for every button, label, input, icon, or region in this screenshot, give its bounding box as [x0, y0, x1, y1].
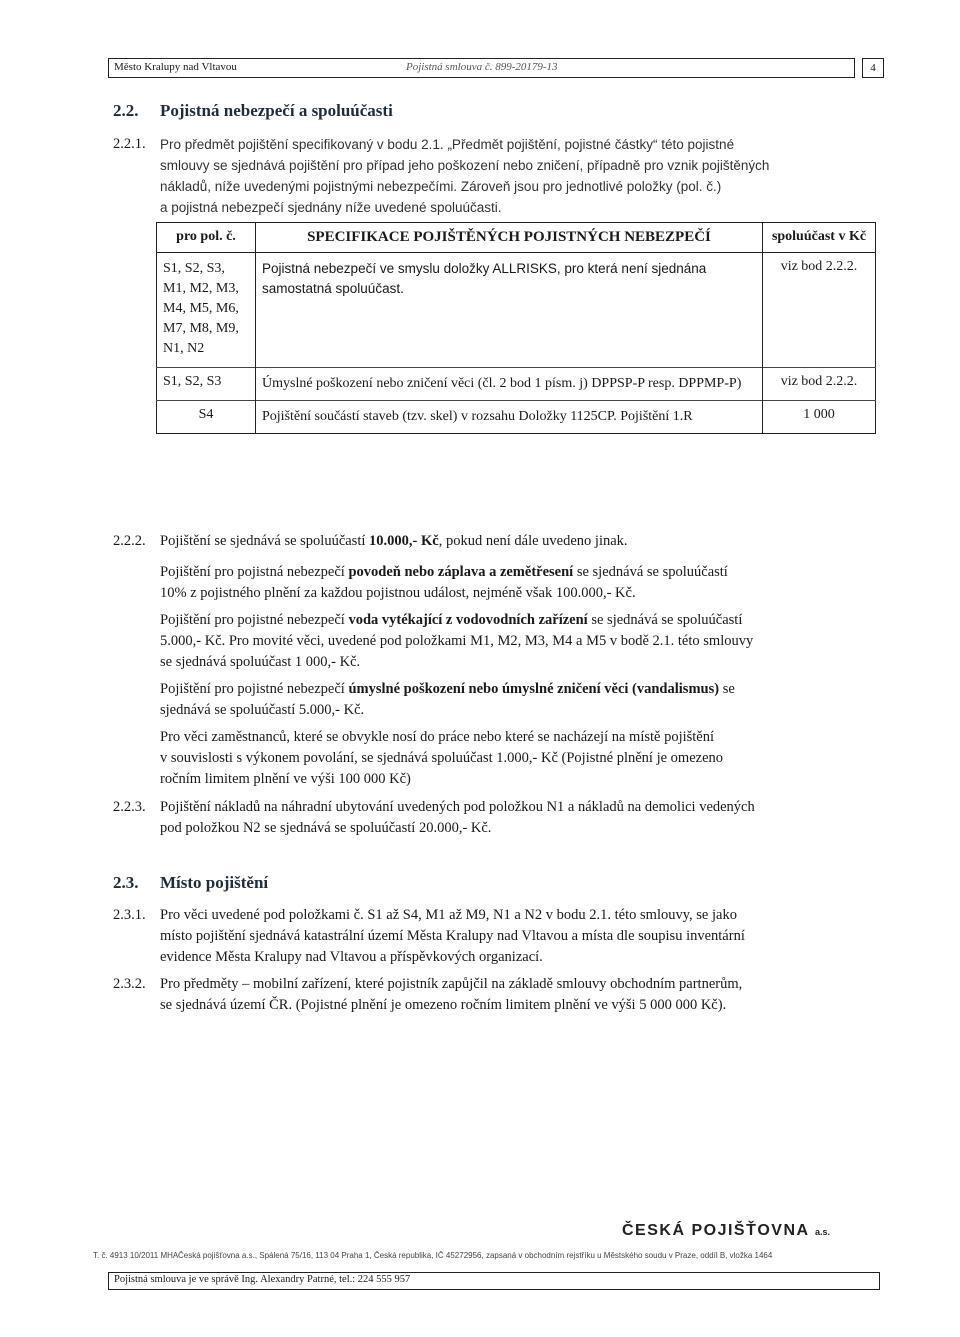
paragraph-text: Pro předmět pojištění specifikovaný v bodu 2.1. „Předmět pojištění, pojistné částky“ této pojistné	[160, 137, 735, 152]
table-cell-deductible: 1 000	[763, 401, 876, 434]
table-cell-items: S4	[157, 401, 256, 434]
section-title: Pojistná nebezpečí a spoluúčasti	[160, 101, 393, 120]
paragraph-text: 5.000,- Kč. Pro movité věci, uvedené pod položkami M1, M2, M3, M4 a M5 v bodě 2.1. této smlouvy	[160, 633, 754, 649]
table-cell-spec: Pojištění součástí staveb (tzv. skel) v rozsahu Doložky 1125CP. Pojištění 1.R	[256, 401, 763, 434]
table-cell-spec: Úmyslné poškození nebo zničení věci (čl. 2 bod 1 písm. j) DPPSP-P resp. DPPMP-P)	[256, 368, 763, 401]
paragraph-number: 2.3.2.	[113, 976, 146, 992]
paragraph-text: místo pojištění sjednává katastrální území Města Kralupy nad Vltavou a místa dle soupisu inventární	[160, 928, 745, 944]
paragraph-text: nákladů, níže uvedenými pojistnými nebezpečími. Zároveň jsou pro jednotlivé položky (pol. č.)	[160, 179, 722, 194]
paragraph-text: ročním limitem plnění ve výši 100 000 Kč)	[160, 771, 411, 787]
table-row	[157, 368, 876, 401]
section-number: 2.3.	[113, 873, 139, 892]
page-number: 4	[862, 58, 884, 78]
paragraph-text: evidence Města Kralupy nad Vltavou a příspěvkových organizací.	[160, 949, 543, 965]
paragraph-number: 2.2.3.	[113, 799, 146, 815]
table-row	[157, 401, 876, 434]
table-cell-spec: Pojistná nebezpečí ve smyslu doložky ALLRISKS, pro která není sjednána samostatná spoluúčast.	[262, 261, 707, 296]
paragraph-text: smlouvy se sjednává pojištění pro případ jeho poškození nebo zničení, případně pro vznik pojištěných	[160, 158, 770, 173]
header-contract: Pojistná smlouva č. 899-20179-13	[406, 61, 558, 73]
paragraph-text: sjednává se spoluúčastí 5.000,- Kč.	[160, 702, 365, 718]
paragraph-text: pod položkou N2 se sjednává se spoluúčastí 20.000,- Kč.	[160, 820, 492, 836]
company-info: Česká pojišťovna a.s., Spálená 75/16, 113 04 Praha 1, Česká republika, IČ 45272956, zapsaná v obchodním rejstříku u Městského soudu v Praze, oddíl B, vložka 1464	[178, 1251, 773, 1260]
risk-table	[156, 222, 876, 434]
table-header: SPECIFIKACE POJIŠTĚNÝCH POJISTNÝCH NEBEZPEČÍ	[256, 223, 763, 253]
paragraph-text: Pojištění se sjednává se spoluúčastí 10.000,- Kč, pokud není dále uvedeno jinak.	[160, 533, 628, 549]
table-cell-items: S1, S2, S3, M1, M2, M3, M4, M5, M6, M7, M8, M9, N1, N2	[157, 253, 256, 368]
paragraph-text: Pro věci uvedené pod položkami č. S1 až S4, M1 až M9, N1 a N2 v bodu 2.1. této smlouvy, se jako	[160, 907, 737, 923]
header-city: Město Kralupy nad Vltavou	[114, 61, 237, 73]
paragraph-number: 2.2.2.	[113, 533, 146, 549]
paragraph-text: Pro předměty – mobilní zařízení, které pojistník zapůjčil na základě smlouvy obchodním partnerům,	[160, 976, 743, 992]
form-code: T. č. 4913 10/2011 MHA	[93, 1251, 179, 1260]
paragraph-text: 10% z pojistného plnění za každou pojistnou událost, nejméně však 100.000,- Kč.	[160, 585, 636, 601]
table-row	[157, 253, 876, 368]
table-header: spoluúčast v Kč	[763, 223, 876, 253]
paragraph-number: 2.3.1.	[113, 907, 146, 923]
table-header: pro pol. č.	[157, 223, 256, 253]
paragraph-text: se sjednává spoluúčast 1 000,- Kč.	[160, 654, 361, 670]
table-cell-items: S1, S2, S3	[157, 368, 256, 401]
paragraph-text: a pojistná nebezpečí sjednány níže uvedené spoluúčasti.	[160, 200, 502, 215]
paragraph-water: Pojištění pro pojistné nebezpečí voda vytékající z vodovodních zařízení se sjednává se spoluúčastí	[160, 612, 743, 628]
table-cell-deductible: viz bod 2.2.2.	[763, 368, 876, 401]
paragraph-text: Pro věci zaměstnanců, které se obvykle nosí do práce nebo které se nacházejí na místě pojištění	[160, 729, 715, 745]
paragraph-vandalism: Pojištění pro pojistné nebezpečí úmyslné poškození nebo úmyslné zničení věci (vandalismus) se	[160, 681, 735, 697]
paragraph-number: 2.2.1.	[113, 136, 146, 152]
administrator-note: Pojistná smlouva je ve správě Ing. Alexandry Patrné, tel.: 224 555 957	[114, 1274, 411, 1285]
table-cell-deductible: viz bod 2.2.2.	[763, 253, 876, 368]
section-number: 2.2.	[113, 101, 139, 120]
company-logo: ČESKÁ POJIŠŤOVNA a.s.	[622, 1222, 830, 1239]
paragraph-text: se sjednává území ČR. (Pojistné plnění je omezeno ročním limitem plnění ve výši 5 000 000 Kč).	[160, 997, 727, 1013]
paragraph-text: Pojištění nákladů na náhradní ubytování uvedených pod položkou N1 a nákladů na demolici vedených	[160, 799, 755, 815]
section-title: Místo pojištění	[160, 873, 269, 892]
paragraph-text: v souvislosti s výkonem povolání, se sjednává spoluúčast 1.000,- Kč (Pojistné plnění je omezeno	[160, 750, 724, 766]
paragraph-flood: Pojištění pro pojistná nebezpečí povodeň nebo záplava a zemětřesení se sjednává se spoluúčastí	[160, 564, 728, 580]
